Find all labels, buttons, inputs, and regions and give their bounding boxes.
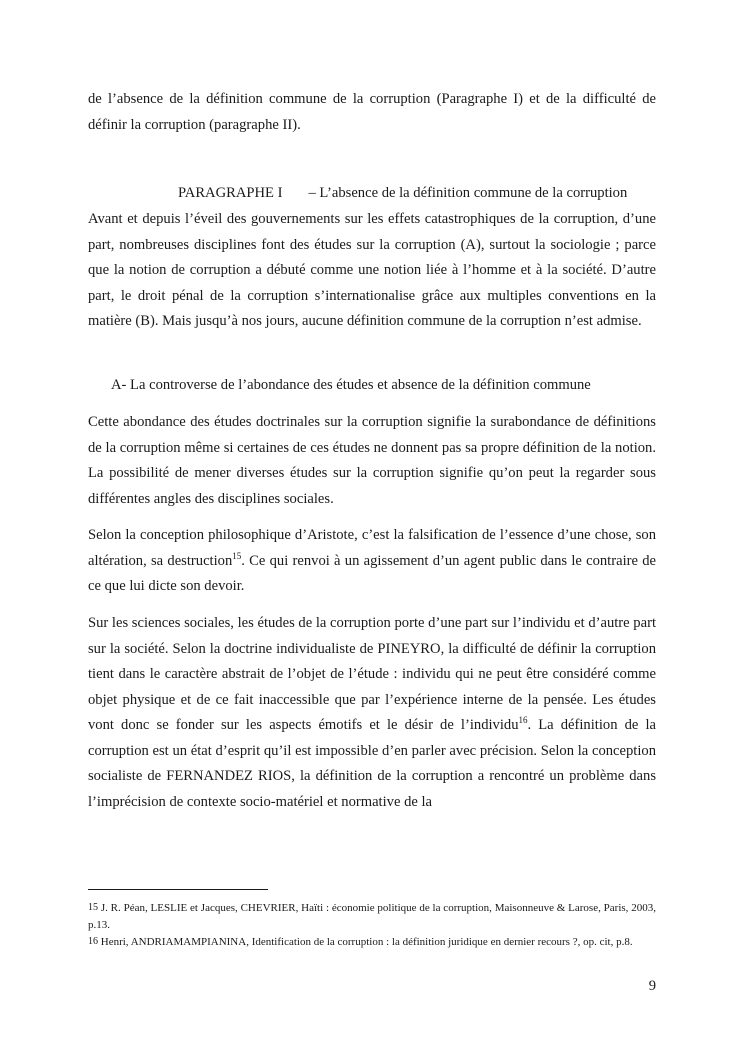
paragraph-aristote: [88, 523, 656, 600]
paragraph-abundance: Cette abondance des études doctrinales sur la corruption signifie la surabondance de définitions de la corruption même si certaines de ces études ne donnent pas sa propre définition de la notion. La possibilité de mener diverses études sur la corruption signifie qu’on peut la regarder sous différentes angles des disciplines sociales.: [88, 414, 656, 507]
section-heading-label: PARAGRAPHE I: [178, 185, 283, 201]
footnote-15-text: J. R. Péan, LESLIE et Jacques, CHEVRIER, Haïti : économie politique de la corruption, Maisonneuve & Larose, Paris, 2003, p.13.: [88, 902, 656, 931]
footnote-16: [88, 934, 656, 951]
section-heading: [178, 183, 627, 203]
page-number: 9: [648, 978, 656, 994]
paragraph-aristote-text-2: . Ce qui renvoi à un agissement d’un agent public dans le contraire de ce que lui dicte son devoir.: [88, 552, 656, 594]
paragraph-social-sciences: [88, 611, 656, 815]
footnote-15: [88, 900, 656, 934]
footnote-number-16: 16: [88, 936, 98, 947]
section-heading-title: – L’absence de la définition commune de la corruption: [308, 185, 628, 201]
footnote-ref-15: 15: [232, 550, 242, 561]
footnote-separator: [88, 889, 268, 890]
footnote-ref-16: 16: [518, 715, 528, 726]
paragraph-social-sciences-text-1: Sur les sciences sociales, les études de la corruption porte d’une part sur l’individu et d’autre part sur la société. Selon la doctrine individualiste de PINEYRO, la difficulté de définir la corruption tient dans le caractère abstrait de l’objet de l’étude : individu qui ne peut être considéré comme objet physique et de ce fait inaccessible que par l’expérience interne de la pensée. Les études vont donc se fonder sur les aspects émotifs et le désir de l’individu: [88, 615, 656, 733]
paragraph-overview: Avant et depuis l’éveil des gouvernements sur les effets catastrophiques de la corruption, d’une part, nombreuses disciplines font des études sur la corruption (A), surtout la sociologie ; parce que la notion de corruption a débuté comme une notion liée à l’homme et à la société. D’autre part, le droit pénal de la corruption s’internationalise grâce aux multiples conventions en la matière (B). Mais jusqu’à nos jours, aucune définition commune de la corruption n’est admise.: [88, 211, 656, 329]
subsection-heading-a: A- La controverse de l’abondance des études et absence de la définition commune: [111, 377, 591, 393]
paragraph-intro-continuation: de l’absence de la définition commune de la corruption (Paragraphe I) et de la difficulté de définir la corruption (paragraphe II).: [88, 91, 656, 133]
paragraph-aristote-text-1: Selon la conception philosophique d’Aristote, c’est la falsification de l’essence d’une chose, son altération, sa destruction: [88, 527, 656, 569]
footnote-16-text: Henri, ANDRIAMAMPIANINA, Identification de la corruption : la définition juridique en dernier recours ?, op. cit, p.8.: [100, 936, 633, 948]
footnote-number-15: 15: [88, 902, 98, 913]
paragraph-social-sciences-text-2: . La définition de la corruption est un état d’esprit qu’il est impossible d’en parler avec précision. Selon la conception socialiste de FERNANDEZ RIOS, la définition de la corruption a rencontré un problème dans l’imprécision de contexte socio-matériel et normative de la: [88, 717, 656, 810]
